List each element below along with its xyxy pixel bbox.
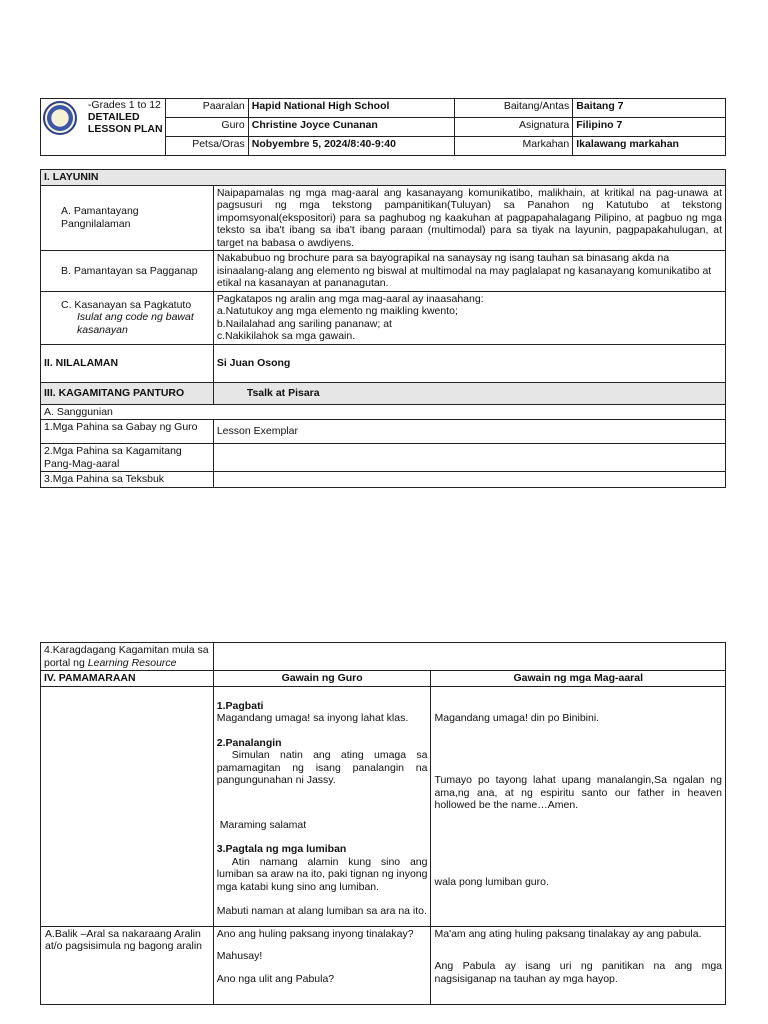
intro-guro-cell xyxy=(213,686,431,926)
procedure-table xyxy=(40,642,726,1005)
plan-type-1: DETAILED xyxy=(87,111,140,123)
magaaral-label: 2.Mga Pahina sa Kagamitang Pang-Mag-aaral xyxy=(41,444,214,472)
pagbati-guro: Magandang umaga! sa inyong lahat klas. xyxy=(216,712,409,724)
teacher-label: Guro xyxy=(165,118,248,137)
layunin-c-line3: b.Nailalahad ang sariling pananaw; at xyxy=(216,317,392,330)
nilalaman-title: II. NILALAMAN xyxy=(41,344,214,382)
teksbuk-label: 3.Mga Pahina sa Teksbuk xyxy=(41,472,214,488)
layunin-c-line2: a.Natutukoy ang mga elemento ng maikling kwento; xyxy=(216,305,458,317)
intro-magaaral-cell xyxy=(431,686,726,926)
quarter-label: Markahan xyxy=(455,137,573,156)
quarter-value: Ikalawang markahan xyxy=(573,137,726,156)
teksbuk-value xyxy=(213,472,725,488)
subject-label: Asignatura xyxy=(455,118,573,137)
layunin-c-note: Isulat ang code ng bawat kasanayan xyxy=(77,311,194,336)
layunin-b-label: B. Pamantayan sa Pagganap xyxy=(41,251,214,292)
lumiban-guro: Atin namang alamin kung sino ang lumiban sa araw na ito, paki tignan ng inyong mga katabi kung sino ang lumiban. xyxy=(216,855,428,893)
pamamaraan-title: IV. PAMAMARAAN xyxy=(41,671,214,687)
pabula-answer: Ang Pabula ay isang uri ng panitikan na ang mga nagsisiganap na tauhan ay mga hayop. xyxy=(434,960,722,985)
layunin-a-text: Naipapamalas ng mga mag-aaral ang kasanayang komunikatibo, malikhain, at kritikal na pag-unawa at pagsusuri ng mga tekstong pampanitikan(Tuluyan) sa Panahon ng Katutubo at tekstong impomsyonal(ekspositori) para sa paghubog ng kaakuhan at pagpapahalagang Pilipino, at pagbuo ng mga teksto sa iba't ibang sa iba't ibang paraan (multimodal) para sa tiyak na layunin, pagpapakahulugan, at target na babasa o awdiyens. xyxy=(213,185,725,251)
karagdagan-text: 4.Karagdagang Kagamitan mula sa portal ng xyxy=(44,644,209,669)
school-label: Paaralan xyxy=(165,99,248,118)
level-value: Baitang 7 xyxy=(573,99,726,118)
balik-guro-cell xyxy=(213,926,431,1004)
grade-text: -Grades 1 to 12 xyxy=(87,99,161,111)
lumiban-magaaral: wala pong lumiban guro. xyxy=(434,875,549,888)
lumiban-title: 3.Pagtala ng mga lumiban xyxy=(216,843,347,855)
layunin-a-label-text: A. Pamantayang Pangnilalaman xyxy=(61,205,139,230)
karagdagan-value xyxy=(213,643,725,671)
plan-type-2: LESSON PLAN xyxy=(87,123,163,135)
deped-seal-icon xyxy=(43,101,77,135)
layunin-c-cell xyxy=(41,291,214,344)
karagdagan-italic: Learning Resource xyxy=(87,656,177,669)
panalangin-guro: Simulan natin ang ating umaga sa pamamagitan ng isang panalangin na pangungunahan ni Jassy. xyxy=(216,749,428,786)
salamat-text: Maraming salamat xyxy=(219,818,307,831)
mabuti-text: Mabuti naman at alang lumiban sa ara na ito. xyxy=(216,905,427,917)
layunin-c-label: C. Kasanayan sa Pagkatuto xyxy=(61,298,192,311)
header-logo-cell xyxy=(41,99,166,156)
magaaral-value xyxy=(213,444,725,472)
intro-label-cell xyxy=(41,686,214,926)
panalangin-magaaral: Tumayo po tayong lahat upang manalangin,Sa ngalan ng ama,ng ana, at ng espiritu santo our father in heaven hollowed be the name…Amen. xyxy=(434,774,722,811)
school-value: Hapid National High School xyxy=(248,99,455,118)
layunin-c-line4: c.Nakikilahok sa mga gawain. xyxy=(216,330,356,342)
col-guro-header: Gawain ng Guro xyxy=(213,671,431,687)
pabula-question: Ano nga ulit ang Pabula? xyxy=(216,972,335,985)
date-label: Petsa/Oras xyxy=(165,137,248,156)
layunin-b-text: Nakabubuo ng brochure para sa bayograpikal na sanaysay ng isang tauhan sa binasang akda na isinaalang-alang ang elemento ng biswal at multimodal na may paglalapat ng kasanayang komunikatibo at etikal na kasanayan at pananagutan. xyxy=(213,251,725,292)
nilalaman-value: Si Juan Osong xyxy=(213,344,725,382)
layunin-c-text xyxy=(213,291,725,344)
balik-question: Ano ang huling paksang inyong tinalakay? xyxy=(216,927,414,940)
layunin-title: I. LAYUNIN xyxy=(41,170,726,186)
col-magaaral-header: Gawain ng mga Mag-aaral xyxy=(431,671,726,687)
balik-label: A.Balik –Aral sa nakaraang Aralin at/o pagsisimula ng bagong aralin xyxy=(41,926,214,1004)
header-table xyxy=(40,98,726,156)
mahusay-text: Mahusay! xyxy=(216,950,263,962)
balik-magaaral-cell xyxy=(431,926,726,1004)
pagbati-magaaral: Magandang umaga! din po Binibini. xyxy=(434,711,600,724)
karagdagan-label xyxy=(41,643,214,671)
panalangin-title: 2.Panalangin xyxy=(216,736,282,749)
pagbati-title: 1.Pagbati xyxy=(216,699,264,712)
subject-value: Filipino 7 xyxy=(573,118,726,137)
balik-answer: Ma'am ang ating huling paksang tinalakay ay ang pabula. xyxy=(434,927,702,940)
sanggunian-label: A. Sanggunian xyxy=(41,404,726,420)
kagamitan-value: Tsalk at Pisara xyxy=(213,382,725,404)
gabay-value: Lesson Exemplar xyxy=(213,420,725,444)
objectives-table xyxy=(40,169,726,488)
gabay-label: 1.Mga Pahina sa Gabay ng Guro xyxy=(41,420,214,444)
teacher-value: Christine Joyce Cunanan xyxy=(248,118,455,137)
layunin-a-label xyxy=(41,185,214,251)
layunin-c-line1: Pagkatapos ng aralin ang mga mag-aaral ay inaasahang: xyxy=(216,292,484,305)
level-label: Baitang/Antas xyxy=(455,99,573,118)
kagamitan-title: III. KAGAMITANG PANTURO xyxy=(41,382,214,404)
date-value: Nobyembre 5, 2024/8:40-9:40 xyxy=(248,137,455,156)
